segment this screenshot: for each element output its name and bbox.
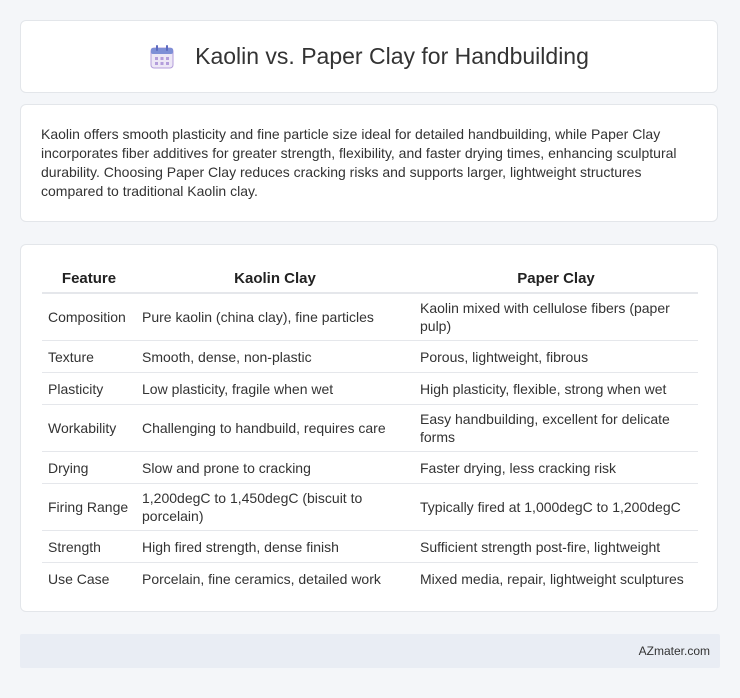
kaolin-cell: 1,200degC to 1,450degC (biscuit to porcelain) bbox=[136, 484, 414, 531]
feature-cell: Texture bbox=[42, 341, 136, 373]
kaolin-cell: Pure kaolin (china clay), fine particles bbox=[136, 293, 414, 341]
page-title: Kaolin vs. Paper Clay for Handbuilding bbox=[195, 43, 589, 69]
table-row bbox=[42, 341, 698, 373]
feature-cell: Composition bbox=[42, 293, 136, 341]
summary-text: Kaolin offers smooth plasticity and fine particle size ideal for detailed handbuilding, while Paper Clay incorporates fiber additives for greater strength, flexibility, and faster drying times, enhancing sculptural durability. Choosing Paper Clay reduces cracking risks and supports larger, lightweight structures compared to traditional Kaolin clay. bbox=[41, 126, 677, 199]
table-row bbox=[42, 531, 698, 563]
paper-cell: Faster drying, less cracking risk bbox=[414, 452, 698, 484]
feature-cell: Strength bbox=[42, 531, 136, 563]
paper-cell: High plasticity, flexible, strong when wet bbox=[414, 373, 698, 405]
feature-cell: Use Case bbox=[48, 570, 110, 587]
paper-cell: Kaolin mixed with cellulose fibers (paper pulp) bbox=[414, 293, 698, 341]
table-row bbox=[42, 484, 698, 531]
paper-cell: Mixed media, repair, lightweight sculptures bbox=[420, 570, 684, 587]
column-header-kaolin: Kaolin Clay bbox=[136, 265, 414, 293]
kaolin-cell: High fired strength, dense finish bbox=[136, 531, 414, 563]
paper-cell: Porous, lightweight, fibrous bbox=[414, 341, 698, 373]
footer-bar bbox=[20, 634, 720, 668]
kaolin-cell: Smooth, dense, non-plastic bbox=[136, 341, 414, 373]
table-header-row bbox=[42, 265, 698, 293]
title-card bbox=[20, 20, 718, 93]
table-row bbox=[42, 452, 698, 484]
paper-cell: Easy handbuilding, excellent for delicate forms bbox=[414, 405, 698, 452]
calendar-icon bbox=[149, 44, 175, 70]
footer-site-label: AZmater.com bbox=[638, 644, 710, 658]
kaolin-cell: Slow and prone to cracking bbox=[136, 452, 414, 484]
feature-cell: Plasticity bbox=[42, 373, 136, 405]
table-card bbox=[20, 244, 718, 612]
kaolin-cell: Low plasticity, fragile when wet bbox=[136, 373, 414, 405]
comparison-table bbox=[42, 265, 698, 594]
feature-cell: Workability bbox=[42, 405, 136, 452]
column-header-paper: Paper Clay bbox=[414, 265, 698, 293]
summary-card bbox=[20, 104, 718, 222]
paper-cell: Typically fired at 1,000degC to 1,200degC bbox=[414, 484, 698, 531]
kaolin-cell: Challenging to handbuild, requires care bbox=[136, 405, 414, 452]
paper-cell: Sufficient strength post-fire, lightweight bbox=[414, 531, 698, 563]
table-row bbox=[42, 373, 698, 405]
table-row bbox=[42, 563, 698, 595]
kaolin-cell: Porcelain, fine ceramics, detailed work bbox=[142, 570, 381, 587]
feature-cell: Drying bbox=[42, 452, 136, 484]
table-row bbox=[42, 405, 698, 452]
table-row bbox=[42, 293, 698, 341]
column-header-feature: Feature bbox=[42, 265, 136, 293]
feature-cell: Firing Range bbox=[42, 484, 136, 531]
